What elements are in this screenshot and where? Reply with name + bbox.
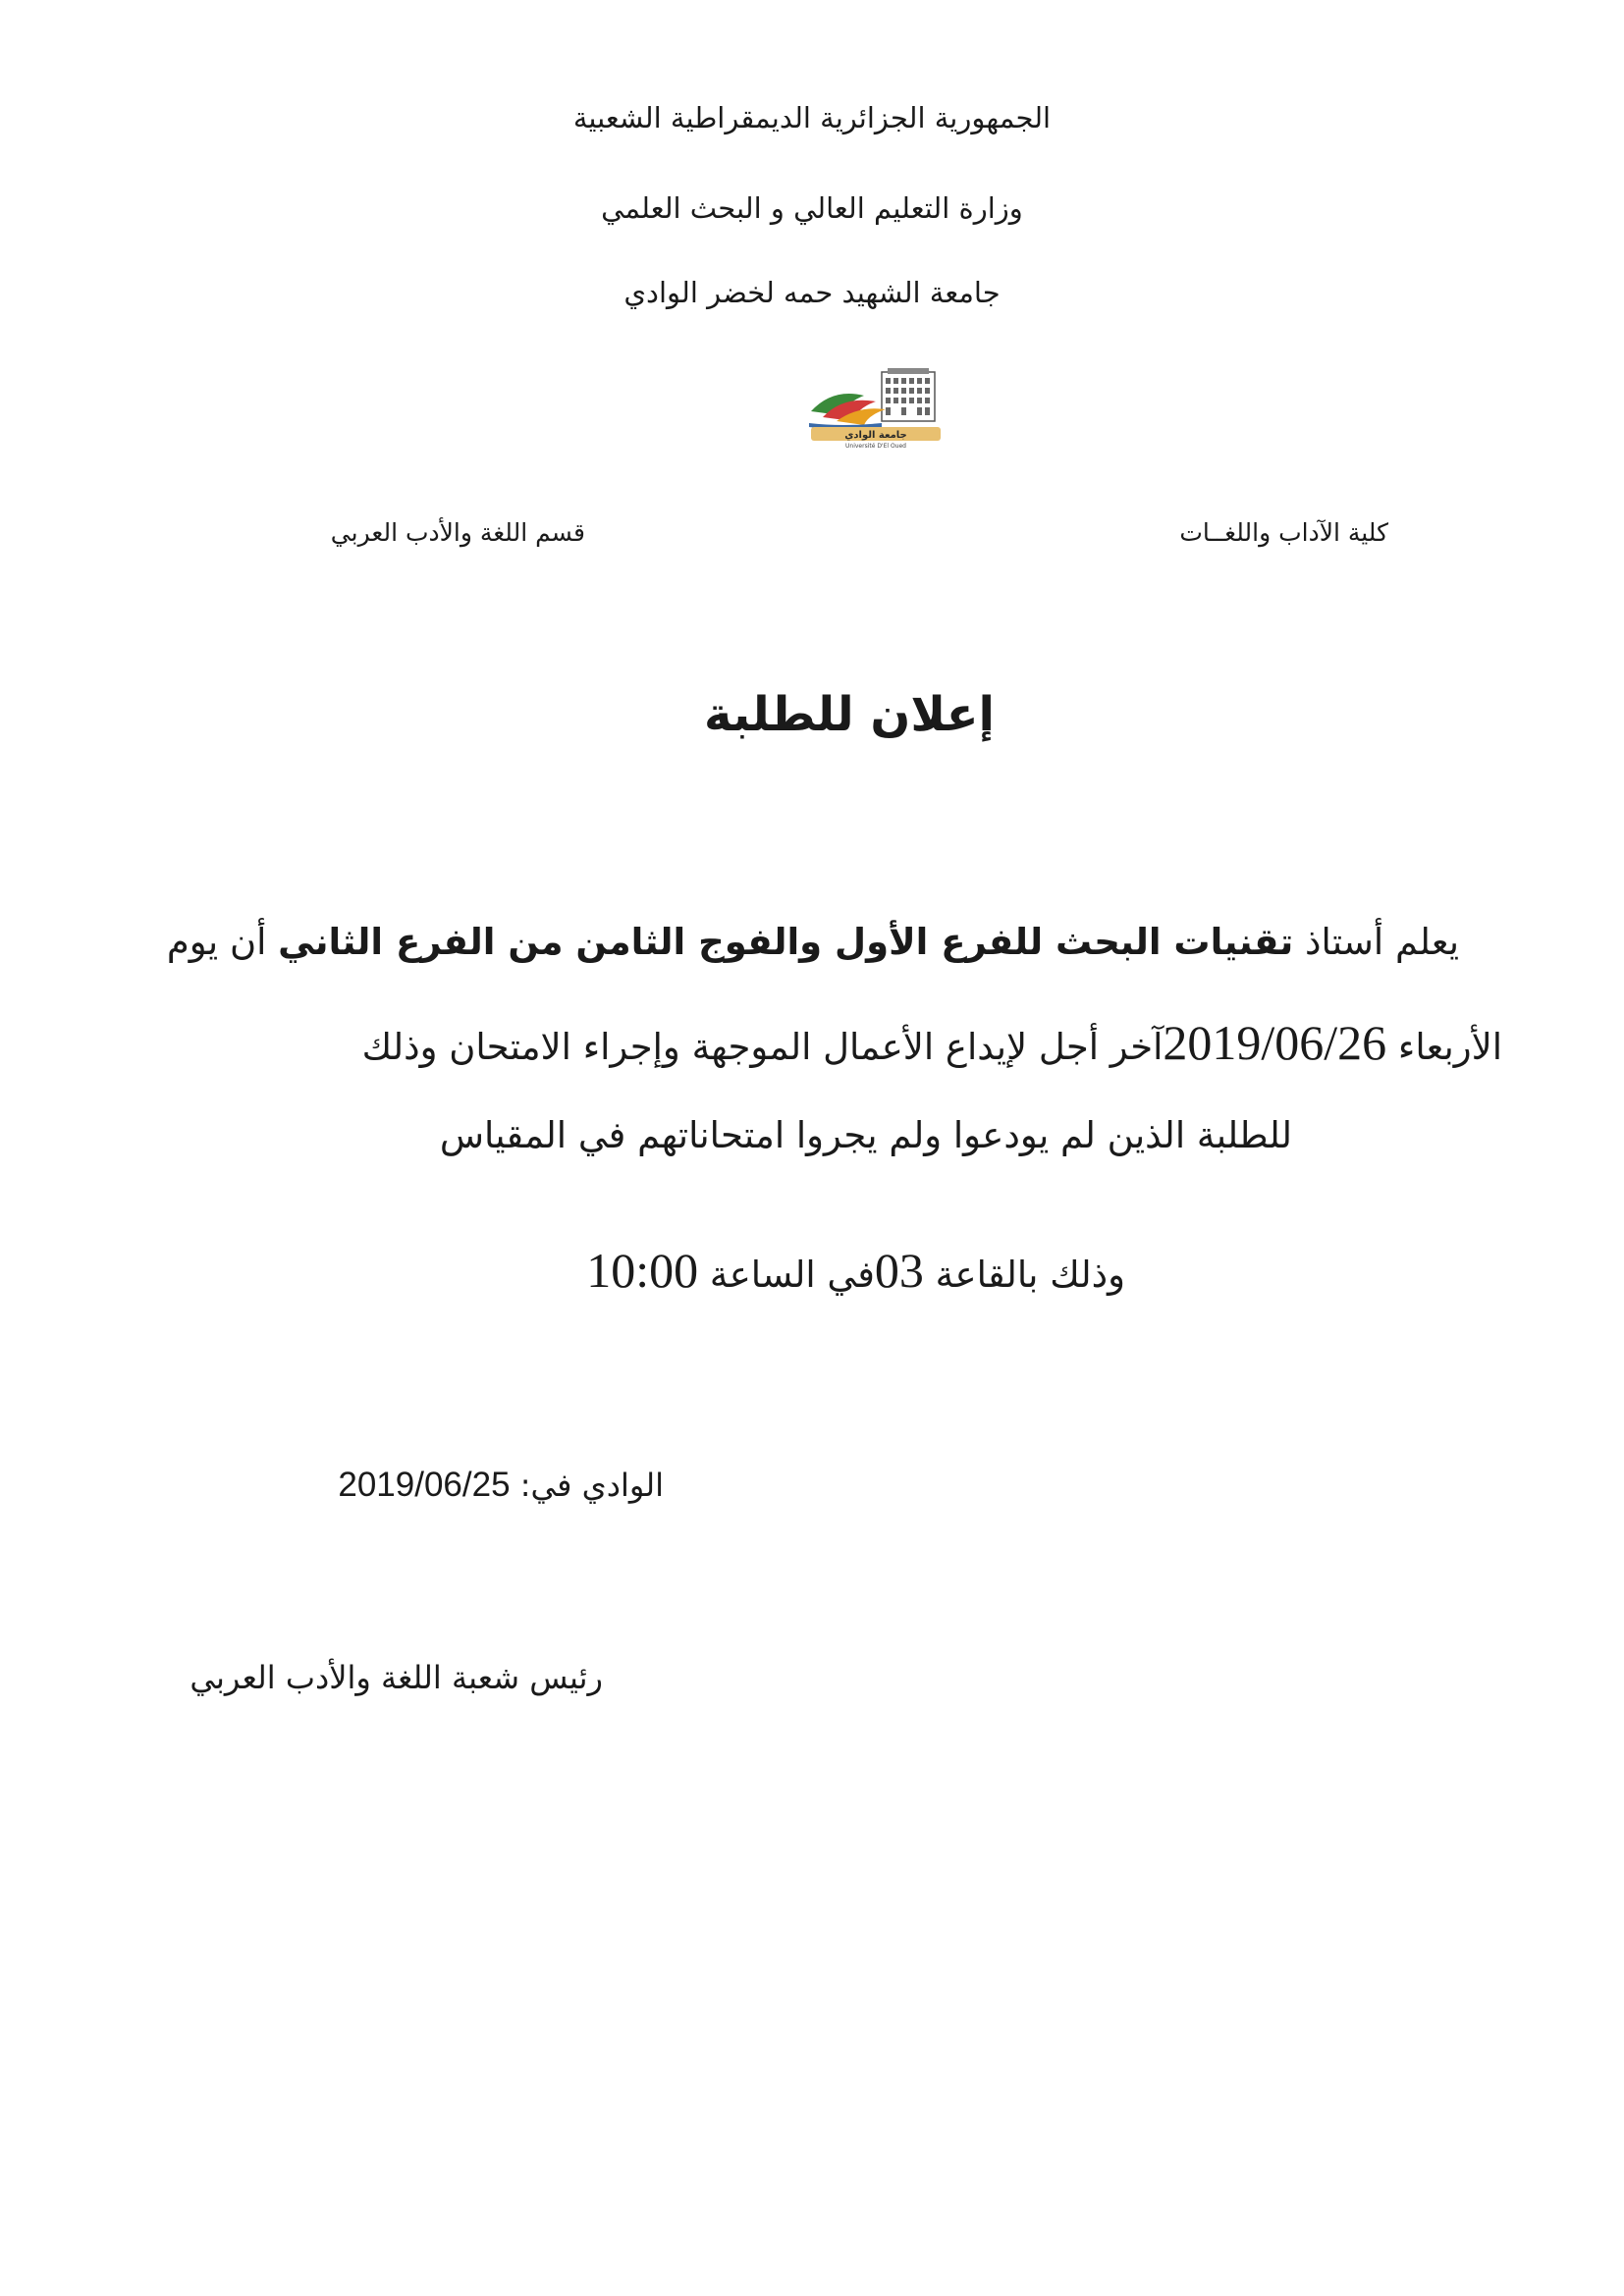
logo-arabic-text: جامعة الوادي xyxy=(844,430,907,441)
header-republic xyxy=(0,101,1624,134)
announcement-line-1-start: يعلم أستاذ xyxy=(1293,921,1459,963)
announcement-line-3: للطلبة الذين لم يودعوا ولم يجروا امتحاناتهم في المقياس xyxy=(439,1114,1292,1156)
header-ministry-text: وزارة التعليم العالي و البحث العلمي xyxy=(601,191,1023,225)
announcement-room-number: 03 xyxy=(874,1243,924,1298)
header-university xyxy=(0,276,1624,309)
signature-title: رئيس شعبة اللغة والأدب العربي xyxy=(189,1659,603,1696)
announcement-line-1 xyxy=(167,921,1459,963)
place-date-value: 2019/06/25 xyxy=(338,1466,511,1504)
announcement-line-1-end: أن يوم xyxy=(166,921,279,963)
header-ministry xyxy=(0,191,1624,225)
header-republic-text: الجمهورية الجزائرية الديمقراطية الشعبية xyxy=(572,101,1052,134)
document-title xyxy=(0,687,1624,742)
place-date-label: الوادي في: xyxy=(510,1467,664,1504)
announcement-time-label: في الساعة xyxy=(698,1254,875,1296)
announcement-line-4 xyxy=(586,1242,1125,1299)
document-title-text: إعلان للطلبة xyxy=(703,687,996,742)
place-date xyxy=(338,1466,664,1505)
announcement-course-group: تقنيات البحث للفرع الأول والفوج الثامن من الفرع الثاني xyxy=(278,921,1294,963)
announcement-day: الأربعاء xyxy=(1386,1026,1502,1068)
announcement-time: 10:00 xyxy=(586,1243,699,1298)
announcement-room-label: وذلك بالقاعة xyxy=(923,1254,1125,1296)
university-logo xyxy=(803,366,954,449)
faculty-label: كلية الآداب واللغــات xyxy=(1179,518,1388,547)
header-university-text: جامعة الشهيد حمه لخضر الوادي xyxy=(623,276,1001,309)
department-label: قسم اللغة والأدب العربي xyxy=(330,518,585,547)
announcement-line-2 xyxy=(362,1014,1502,1071)
logo-french-text: Université D'El Oued xyxy=(845,443,906,449)
announcement-deadline-date: 2019/06/26 xyxy=(1163,1015,1387,1070)
announcement-line-2-rest: آخر أجل لإيداع الأعمال الموجهة وإجراء الامتحان وذلك xyxy=(361,1026,1164,1068)
